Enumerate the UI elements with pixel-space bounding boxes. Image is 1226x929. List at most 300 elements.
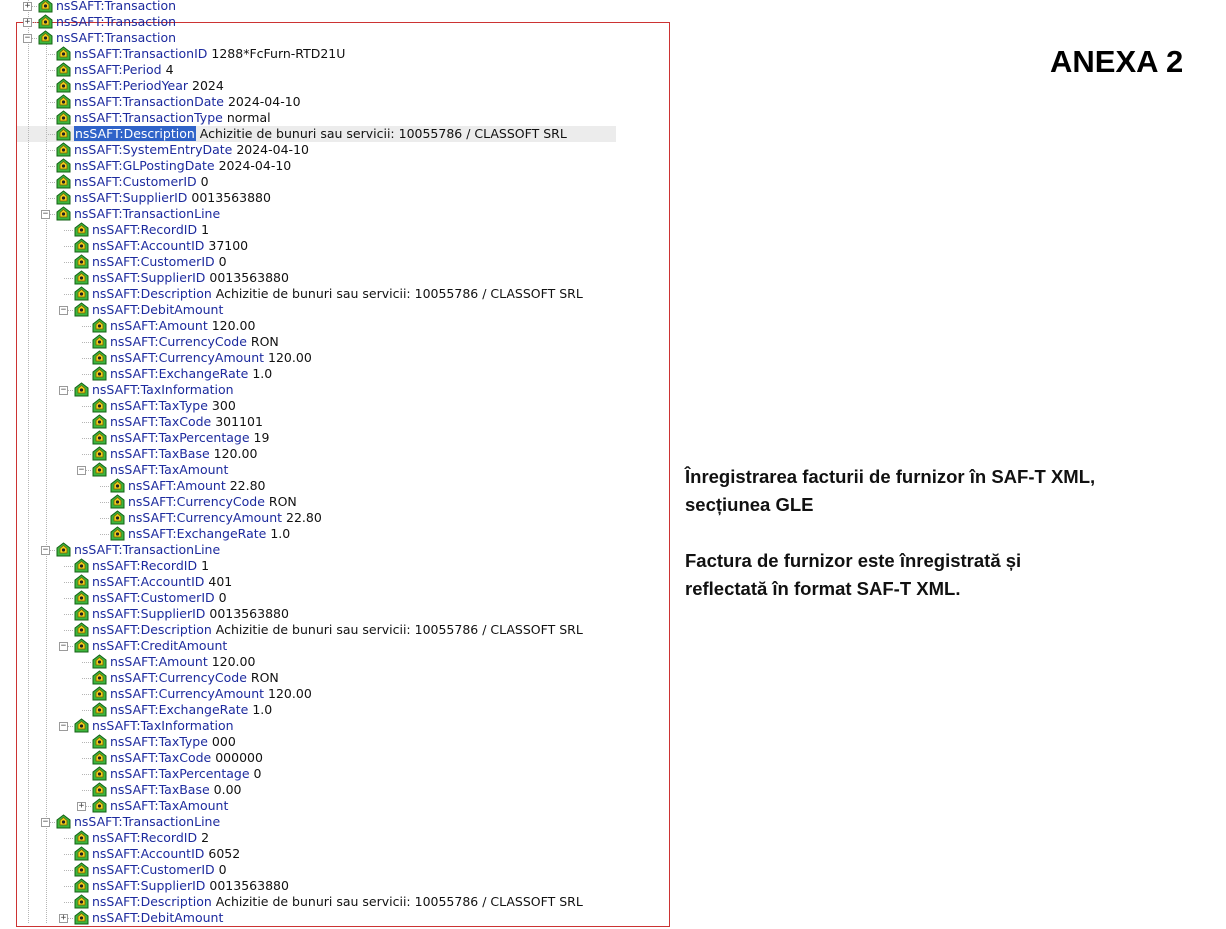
node-text [110, 414, 263, 430]
tree-node[interactable] [0, 622, 670, 638]
node-value: 1 [201, 222, 210, 237]
tree-node[interactable] [0, 798, 670, 814]
xml-element-icon [92, 446, 107, 461]
node-text [110, 446, 257, 462]
node-text [110, 766, 261, 782]
node-text [110, 798, 228, 814]
node-text [92, 910, 223, 926]
tree-connector [82, 438, 91, 439]
node-value: RON [268, 494, 297, 509]
node-name: nsSAFT:TransactionType [74, 110, 223, 125]
node-value: 0013563880 [209, 606, 289, 621]
node-text [92, 622, 583, 638]
node-text [56, 0, 176, 14]
node-name: nsSAFT:TaxInformation [92, 718, 234, 733]
node-name: nsSAFT:AccountID [92, 846, 205, 861]
node-name: nsSAFT:TransactionLine [74, 206, 221, 221]
node-value: 000 [211, 734, 236, 749]
node-name: nsSAFT:Description [92, 286, 212, 301]
collapse-toggle[interactable]: − [60, 721, 67, 731]
node-name: nsSAFT:SupplierID [74, 190, 188, 205]
node-name: nsSAFT:TaxType [110, 734, 208, 749]
tree-node[interactable] [0, 494, 670, 510]
node-text [92, 830, 209, 846]
xml-element-icon [56, 62, 71, 77]
tree-node[interactable] [0, 894, 670, 910]
xml-element-icon [92, 366, 107, 381]
xml-element-icon [92, 334, 107, 349]
xml-element-icon [56, 46, 71, 61]
node-name: nsSAFT:CurrencyCode [110, 670, 247, 685]
node-value: RON [250, 334, 279, 349]
tree-node[interactable] [0, 366, 670, 382]
node-text [110, 318, 255, 334]
collapse-toggle[interactable]: − [24, 33, 31, 43]
node-text [74, 62, 174, 78]
tree-node[interactable] [0, 46, 670, 62]
node-value: 0013563880 [209, 878, 289, 893]
tree-connector [82, 710, 91, 711]
node-name: nsSAFT:CurrencyAmount [128, 510, 283, 525]
node-value: 1288*FcFurn-RTD21U [211, 46, 346, 61]
xml-element-icon [92, 670, 107, 685]
tree-connector [100, 534, 109, 535]
node-text [92, 718, 234, 734]
node-name: nsSAFT:CustomerID [92, 590, 215, 605]
tree-node[interactable] [0, 846, 670, 862]
tree-node[interactable] [0, 750, 670, 766]
node-text [110, 366, 272, 382]
node-name: nsSAFT:ExchangeRate [110, 702, 249, 717]
xml-element-icon [74, 270, 89, 285]
tree-connector [64, 598, 73, 599]
node-name: nsSAFT:Description [75, 126, 195, 141]
xml-element-icon [74, 846, 89, 861]
collapse-toggle[interactable]: − [60, 641, 67, 651]
node-name: nsSAFT:DebitAmount [92, 910, 224, 925]
node-text [92, 638, 227, 654]
tree-node[interactable] [0, 462, 670, 478]
node-text [92, 558, 209, 574]
tree-connector [46, 70, 55, 71]
tree-node[interactable] [0, 238, 670, 254]
collapse-toggle[interactable]: − [42, 817, 49, 827]
node-text [92, 222, 209, 238]
tree-connector [82, 662, 91, 663]
node-text [92, 382, 234, 398]
node-name: nsSAFT:TaxInformation [92, 382, 234, 397]
node-name: nsSAFT:AccountID [92, 238, 205, 253]
tree-node[interactable] [0, 78, 670, 94]
node-value: 2024 [192, 78, 224, 93]
node-name: nsSAFT:SupplierID [92, 270, 206, 285]
xml-element-icon [74, 254, 89, 269]
node-text [56, 30, 176, 46]
tree-connector [82, 374, 91, 375]
annotation-line: Înregistrarea facturii de furnizor în SAF-T XML, [685, 466, 1096, 487]
tree-node[interactable] [0, 222, 670, 238]
xml-element-icon [92, 318, 107, 333]
node-text [92, 254, 227, 270]
xml-element-icon [74, 302, 89, 317]
node-value: 19 [253, 430, 270, 445]
node-name: nsSAFT:TaxPercentage [110, 766, 250, 781]
tree-node[interactable] [0, 94, 670, 110]
expand-toggle[interactable]: + [60, 913, 67, 923]
collapse-toggle[interactable]: − [42, 545, 49, 555]
annotation-paragraph-1 [685, 463, 1205, 519]
tree-connector [64, 886, 73, 887]
tree-connector [82, 422, 91, 423]
node-text [110, 702, 272, 718]
tree-connector [46, 198, 55, 199]
node-value: 2024-04-10 [227, 94, 301, 109]
node-text [92, 590, 227, 606]
tree-node[interactable] [0, 430, 670, 446]
tree-connector [64, 870, 73, 871]
node-name: nsSAFT:TaxPercentage [110, 430, 250, 445]
node-text [56, 14, 176, 30]
tree-node[interactable] [0, 446, 670, 462]
node-value: 0 [218, 862, 227, 877]
node-text [128, 494, 297, 510]
node-text [110, 350, 312, 366]
expand-toggle[interactable]: + [24, 17, 31, 27]
node-name: nsSAFT:CurrencyAmount [110, 350, 265, 365]
node-value: 2024-04-10 [218, 158, 292, 173]
tree-connector [82, 790, 91, 791]
node-value: 6052 [208, 846, 241, 861]
node-text [92, 286, 583, 302]
node-text [92, 846, 240, 862]
node-name: nsSAFT:ExchangeRate [110, 366, 249, 381]
tree-node[interactable] [0, 318, 670, 334]
node-name: nsSAFT:GLPostingDate [74, 158, 215, 173]
node-name: nsSAFT:Amount [110, 654, 208, 669]
xml-element-icon [92, 750, 107, 765]
tree-node[interactable] [0, 62, 670, 78]
tree-node[interactable] [0, 174, 670, 190]
tree-node[interactable] [0, 414, 670, 430]
tree-node[interactable] [0, 702, 670, 718]
tree-node[interactable] [0, 478, 670, 494]
tree-node[interactable] [0, 654, 670, 670]
tree-connector [82, 774, 91, 775]
xml-element-icon [92, 462, 107, 477]
xml-element-icon [56, 110, 71, 125]
node-value: 120.00 [211, 654, 256, 669]
xml-element-icon [56, 206, 71, 221]
xml-element-icon [56, 814, 71, 829]
tree-node[interactable] [0, 30, 670, 46]
tree-node[interactable] [0, 718, 670, 734]
node-name: nsSAFT:Amount [110, 318, 208, 333]
node-value: 37100 [208, 238, 249, 253]
node-value: 0 [218, 590, 227, 605]
tree-connector [64, 902, 73, 903]
node-text [92, 894, 583, 910]
node-value: 120.00 [213, 446, 258, 461]
tree-connector [64, 582, 73, 583]
tree-connector [82, 694, 91, 695]
tree-node[interactable] [0, 398, 670, 414]
node-name: nsSAFT:Amount [128, 478, 226, 493]
tree-connector [64, 838, 73, 839]
tree-node[interactable] [0, 142, 670, 158]
xml-element-icon [56, 94, 71, 109]
xml-element-icon [74, 382, 89, 397]
tree-node[interactable] [0, 670, 670, 686]
node-name: nsSAFT:PeriodYear [74, 78, 189, 93]
tree-connector [46, 182, 55, 183]
tree-node[interactable] [0, 766, 670, 782]
xml-element-icon [92, 350, 107, 365]
tree-connector [100, 502, 109, 503]
node-text [74, 190, 271, 206]
node-text [128, 510, 322, 526]
annex-title: ANEXA 2 [1050, 44, 1184, 79]
collapse-toggle[interactable]: − [60, 385, 67, 395]
node-text [110, 782, 242, 798]
tree-node[interactable] [0, 878, 670, 894]
xml-element-icon [56, 126, 71, 141]
xml-element-icon [74, 590, 89, 605]
node-name: nsSAFT:TransactionID [74, 46, 208, 61]
node-text [110, 334, 279, 350]
node-value: Achizitie de bunuri sau servicii: 10055786 / CLASSOFT SRL [199, 126, 567, 141]
node-text [110, 750, 263, 766]
xml-element-icon [110, 478, 125, 493]
node-value: Achizitie de bunuri sau servicii: 10055786 / CLASSOFT SRL [215, 622, 583, 637]
node-value: 0 [218, 254, 227, 269]
node-name: nsSAFT:CurrencyCode [110, 334, 247, 349]
tree-connector [82, 342, 91, 343]
tree-node[interactable] [0, 190, 670, 206]
tree-node[interactable] [0, 814, 670, 830]
node-name: nsSAFT:AccountID [92, 574, 205, 589]
tree-connector [64, 630, 73, 631]
node-value: RON [250, 670, 279, 685]
tree-node[interactable] [0, 686, 670, 702]
node-value: 0.00 [213, 782, 242, 797]
node-text [92, 302, 223, 318]
collapse-toggle[interactable]: − [60, 305, 67, 315]
node-name: nsSAFT:CreditAmount [92, 638, 228, 653]
xml-element-icon [92, 686, 107, 701]
tree-connector [100, 518, 109, 519]
node-value: 0 [253, 766, 262, 781]
node-name: nsSAFT:TaxBase [110, 782, 210, 797]
expand-toggle[interactable]: + [78, 801, 85, 811]
xml-element-icon [74, 574, 89, 589]
node-value: 0 [200, 174, 209, 189]
node-text [74, 542, 220, 558]
tree-node[interactable] [0, 0, 670, 14]
tree-node[interactable] [0, 270, 670, 286]
xml-element-icon [92, 782, 107, 797]
collapse-toggle[interactable]: − [78, 465, 85, 475]
tree-connector [64, 294, 73, 295]
xml-element-icon [110, 494, 125, 509]
node-text [110, 654, 255, 670]
tree-node[interactable] [0, 350, 670, 366]
tree-node[interactable] [0, 158, 670, 174]
node-name: nsSAFT:RecordID [92, 222, 198, 237]
tree-connector [82, 758, 91, 759]
xml-element-icon [74, 878, 89, 893]
xml-element-icon [56, 142, 71, 157]
tree-node[interactable] [0, 606, 670, 622]
tree-node[interactable] [0, 110, 670, 126]
node-value: 1 [201, 558, 210, 573]
tree-connector [64, 278, 73, 279]
tree-connector [46, 86, 55, 87]
tree-node[interactable] [0, 14, 670, 30]
tree-connector [82, 406, 91, 407]
xml-element-icon [92, 702, 107, 717]
xml-element-icon [38, 0, 53, 13]
xml-element-icon [56, 542, 71, 557]
node-name: nsSAFT:SupplierID [92, 606, 206, 621]
node-text [74, 126, 567, 142]
tree-node[interactable] [0, 590, 670, 606]
xml-element-icon [74, 830, 89, 845]
node-text [110, 430, 269, 446]
node-text [74, 78, 224, 94]
tree-node[interactable] [0, 510, 670, 526]
tree-connector [64, 566, 73, 567]
tree-node[interactable] [0, 286, 670, 302]
node-value: 2024-04-10 [236, 142, 309, 157]
node-text [128, 478, 266, 494]
collapse-toggle[interactable]: − [42, 209, 49, 219]
tree-node[interactable] [0, 254, 670, 270]
xml-element-icon [74, 286, 89, 301]
tree-node[interactable] [0, 638, 670, 654]
node-text [92, 574, 232, 590]
node-text [92, 862, 227, 878]
tree-node[interactable] [0, 126, 670, 142]
tree-node[interactable] [0, 382, 670, 398]
node-name: nsSAFT:CustomerID [74, 174, 197, 189]
node-text [92, 606, 289, 622]
tree-node[interactable] [0, 334, 670, 350]
node-value: 300 [211, 398, 236, 413]
node-name: nsSAFT:TaxType [110, 398, 208, 413]
node-value: 0013563880 [191, 190, 271, 205]
node-value: 4 [165, 62, 174, 77]
node-text [110, 462, 228, 478]
tree-node[interactable] [0, 558, 670, 574]
xml-element-icon [56, 190, 71, 205]
tree-node[interactable] [0, 302, 670, 318]
expand-toggle[interactable]: + [24, 1, 31, 11]
node-text [92, 238, 248, 254]
node-text [74, 158, 291, 174]
tree-connector [82, 454, 91, 455]
node-text [110, 686, 312, 702]
tree-node[interactable] [0, 830, 670, 846]
node-value: 22.80 [286, 510, 322, 525]
tree-connector [64, 262, 73, 263]
tree-node[interactable] [0, 542, 670, 558]
node-name: nsSAFT:CustomerID [92, 254, 215, 269]
tree-node[interactable] [0, 910, 670, 926]
tree-node[interactable] [0, 734, 670, 750]
tree-connector [64, 854, 73, 855]
annotation-paragraph-2 [685, 547, 1205, 603]
tree-connector [64, 230, 73, 231]
node-value: 1.0 [252, 702, 273, 717]
xml-element-icon [56, 158, 71, 173]
tree-connector [64, 246, 73, 247]
xml-element-icon [92, 734, 107, 749]
node-name: nsSAFT:TaxCode [110, 414, 212, 429]
xml-element-icon [74, 222, 89, 237]
node-name: nsSAFT:Transaction [56, 30, 177, 45]
node-value: normal [226, 110, 271, 125]
tree-connector [82, 358, 91, 359]
annotation-line: Factura de furnizor este înregistrată și [685, 550, 1022, 571]
node-value: 120.00 [268, 686, 312, 701]
node-name: nsSAFT:RecordID [92, 558, 198, 573]
xml-element-icon [74, 894, 89, 909]
xml-element-icon [74, 638, 89, 653]
tree-node[interactable] [0, 574, 670, 590]
xml-element-icon [74, 238, 89, 253]
node-name: nsSAFT:RecordID [92, 830, 198, 845]
xml-element-icon [92, 430, 107, 445]
tree-connector [46, 102, 55, 103]
tree-node[interactable] [0, 782, 670, 798]
annotation-text [685, 463, 1205, 631]
tree-connector [46, 166, 55, 167]
xml-element-icon [74, 862, 89, 877]
node-value: 1.0 [252, 366, 273, 381]
tree-connector [46, 134, 55, 135]
node-name: nsSAFT:TaxAmount [110, 462, 229, 477]
xml-element-icon [74, 622, 89, 637]
tree-connector [46, 54, 55, 55]
node-name: nsSAFT:SystemEntryDate [74, 142, 233, 157]
xml-element-icon [74, 718, 89, 733]
node-name: nsSAFT:SupplierID [92, 878, 206, 893]
xml-element-icon [56, 78, 71, 93]
tree-node[interactable] [0, 862, 670, 878]
xml-element-icon [92, 398, 107, 413]
node-text [92, 878, 289, 894]
node-value: 1.0 [270, 526, 291, 541]
tree-node[interactable] [0, 206, 670, 222]
node-name: nsSAFT:TransactionLine [74, 814, 221, 829]
xml-element-icon [74, 606, 89, 621]
xml-element-icon [56, 174, 71, 189]
node-name: nsSAFT:TaxAmount [110, 798, 229, 813]
xml-element-icon [38, 14, 53, 29]
node-name: nsSAFT:Description [92, 894, 212, 909]
node-name: nsSAFT:Transaction [56, 14, 177, 29]
xml-element-icon [92, 766, 107, 781]
node-value: 2 [201, 830, 210, 845]
node-name: nsSAFT:CurrencyAmount [110, 686, 265, 701]
node-name: nsSAFT:CurrencyCode [128, 494, 265, 509]
node-name: nsSAFT:TransactionLine [74, 542, 221, 557]
tree-connector [82, 742, 91, 743]
node-name: nsSAFT:DebitAmount [92, 302, 224, 317]
node-value: 301101 [215, 414, 263, 429]
node-text [110, 398, 236, 414]
tree-node[interactable] [0, 526, 670, 542]
